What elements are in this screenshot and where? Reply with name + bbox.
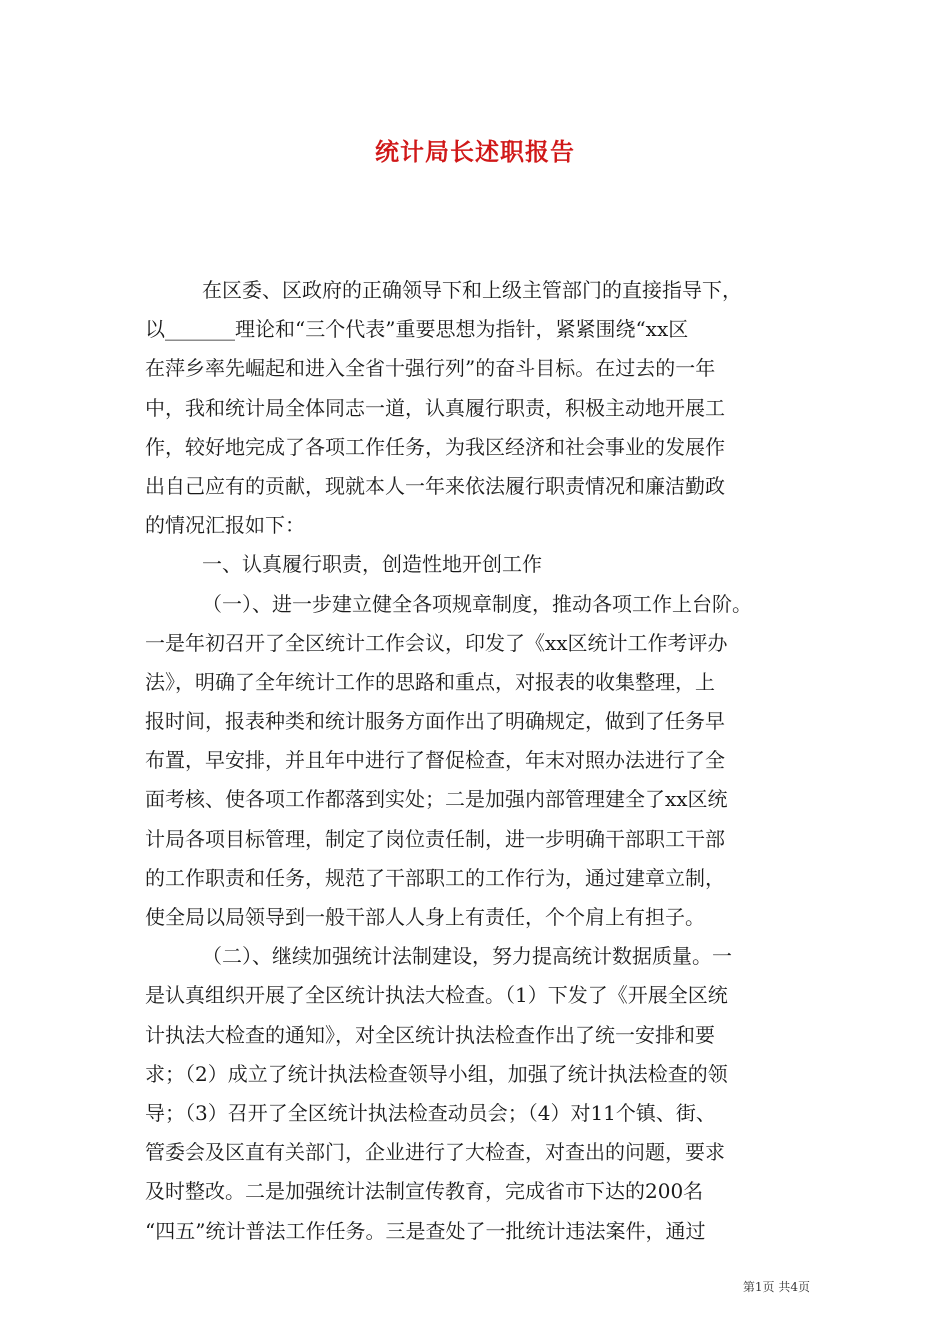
text-line: 的工作职责和任务，规范了干部职工的工作行为，通过建章立制， bbox=[145, 865, 725, 890]
text-line: 一是年初召开了全区统计工作会议，印发了《xx区统计工作考评办 bbox=[145, 630, 728, 655]
text-line: 在萍乡率先崛起和进入全省十强行列”的奋斗目标。在过去的一年 bbox=[145, 356, 716, 381]
text-line: 作，较好地完成了各项工作任务，为我区经济和社会事业的发展作 bbox=[145, 434, 725, 459]
text-line: 中，我和统计局全体同志一道，认真履行职责，积极主动地开展工 bbox=[145, 395, 725, 420]
text-line: 是认真组织开展了全区统计执法大检查。（1）下发了《开展全区统 bbox=[145, 983, 728, 1008]
text-line: 面考核、使各项工作都落到实处；二是加强内部管理建全了xx区统 bbox=[145, 787, 728, 812]
text-line: 及时整改。二是加强统计法制宣传教育，完成省市下达的200名 bbox=[145, 1179, 704, 1204]
text-line: 管委会及区直有关部门，企业进行了大检查，对查出的问题，要求 bbox=[145, 1140, 725, 1165]
text-line: 出自己应有的贡献，现就本人一年来依法履行职责情况和廉洁勤政 bbox=[145, 473, 725, 498]
subsection-heading: （一）、进一步建立健全各项规章制度，推动各项工作上台阶。 bbox=[202, 591, 752, 616]
section-heading: 一、认真履行职责，创造性地开创工作 bbox=[202, 552, 542, 577]
document-title: 统计局长述职报告 bbox=[375, 137, 575, 166]
text-line: 布置，早安排，并且年中进行了督促检查，年末对照办法进行了全 bbox=[145, 748, 725, 773]
text-line: 报时间，报表种类和统计服务方面作出了明确规定，做到了任务早 bbox=[145, 709, 725, 734]
text-line: 法》，明确了全年统计工作的思路和重点，对报表的收集整理，上 bbox=[145, 669, 715, 694]
text-line: 在区委、区政府的正确领导下和上级主管部门的直接指导下， bbox=[202, 278, 742, 302]
subsection-heading: （二）、继续加强统计法制建设，努力提高统计数据质量。一 bbox=[202, 944, 732, 969]
page-number: 第1页 共4页 bbox=[742, 1280, 810, 1294]
text-line: 计局各项目标管理，制定了岗位责任制，进一步明确干部职工干部 bbox=[145, 826, 725, 851]
text-line: 的情况汇报如下： bbox=[145, 513, 305, 538]
document-body bbox=[145, 271, 805, 1251]
text-line: 以_______理论和“三个代表”重要思想为指针，紧紧围绕“xx区 bbox=[145, 317, 689, 342]
text-line: 导；（3）召开了全区统计执法检查动员会；（4）对11个镇、街、 bbox=[145, 1100, 716, 1125]
text-line: 使全局以局领导到一般干部人人身上有责任，个个肩上有担子。 bbox=[145, 905, 705, 929]
text-line: 计执法大检查的通知》，对全区统计执法检查作出了统一安排和要 bbox=[145, 1022, 715, 1047]
text-line: “四五”统计普法工作任务。三是查处了一批统计违法案件，通过 bbox=[145, 1218, 706, 1243]
text-line: 求；（2）成立了统计执法检查领导小组，加强了统计执法检查的领 bbox=[145, 1061, 728, 1086]
